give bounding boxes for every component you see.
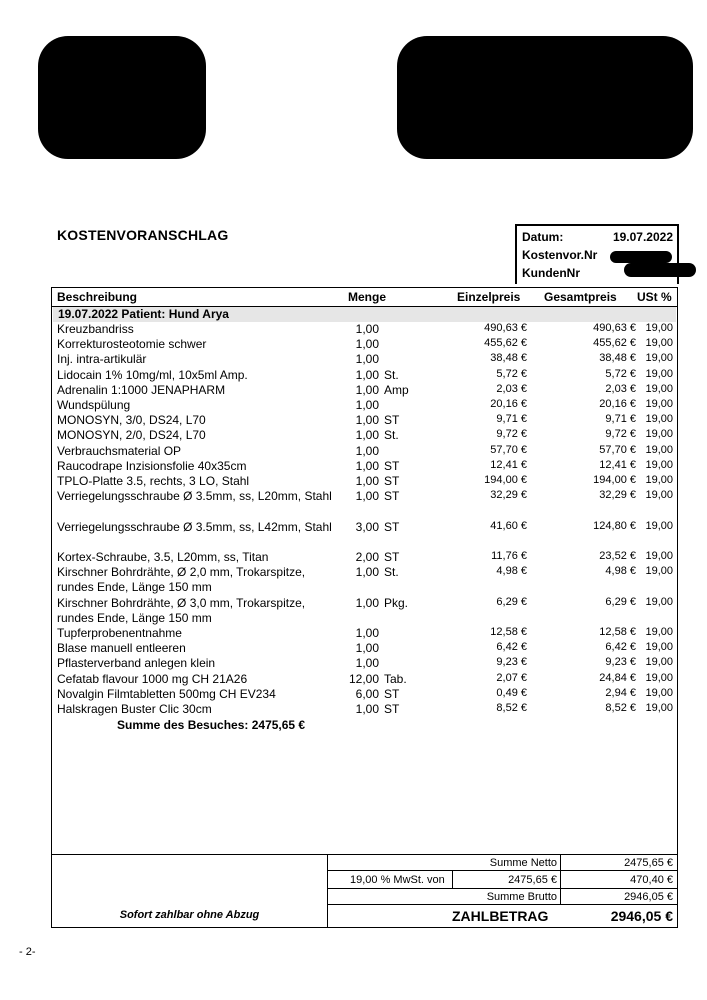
line-item-quantity: 1,00 xyxy=(355,595,379,610)
line-item-unit-price: 6,42 € xyxy=(496,641,527,654)
line-item-description: Kirschner Bohrdrähte, Ø 3,0 mm, Trokarspitze, rundes Ende, Länge 150 mm xyxy=(57,595,306,625)
redacted-customer-number xyxy=(624,263,696,277)
line-item-vat-rate: 19,00 xyxy=(645,413,673,426)
column-header-description: Beschreibung xyxy=(57,290,138,304)
line-item-vat-rate: 19,00 xyxy=(645,474,673,486)
line-item-unit-price: 12,41 € xyxy=(490,458,527,471)
line-item-quantity: 1,00 xyxy=(355,413,379,428)
date-label: Datum: xyxy=(522,230,564,244)
line-item-total-price: 23,52 € xyxy=(599,550,636,562)
redacted-estimate-number xyxy=(610,251,672,263)
line-item-description: Cefatab flavour 1000 mg CH 21A26 xyxy=(57,671,248,686)
amount-due-label: ZAHLBETRAG xyxy=(452,908,549,924)
line-item-vat-rate: 19,00 xyxy=(645,686,673,699)
column-header-total-price: Gesamtpreis xyxy=(544,290,617,304)
line-item-unit: ST xyxy=(384,550,400,564)
redacted-logo-left xyxy=(38,36,206,159)
line-item-total-price: 12,41 € xyxy=(599,458,636,471)
line-item-total-price: 20,16 € xyxy=(599,398,636,410)
line-item-unit: St. xyxy=(384,367,399,382)
line-item-vat-rate: 19,00 xyxy=(645,458,673,471)
line-item-description: TPLO-Platte 3.5, rechts, 3 LO, Stahl xyxy=(57,474,250,488)
line-item-unit-price: 9,71 € xyxy=(496,413,527,426)
vat-base-value: 2475,65 € xyxy=(508,874,557,886)
line-item-vat-rate: 19,00 xyxy=(645,641,673,654)
line-item-total-price: 6,29 € xyxy=(605,595,636,608)
line-item-vat-rate: 19,00 xyxy=(645,550,673,562)
column-header-quantity: Menge xyxy=(348,290,387,304)
line-item-quantity: 1,00 xyxy=(355,458,379,473)
line-item-total-price: 9,71 € xyxy=(605,413,636,426)
line-item-unit-price: 38,48 € xyxy=(490,352,527,365)
vat-label: 19,00 % MwSt. von xyxy=(350,874,445,886)
line-item-quantity: 1,00 xyxy=(355,322,379,336)
line-item-total-price: 24,84 € xyxy=(599,671,636,684)
line-item-total-price: 32,29 € xyxy=(599,489,636,502)
visit-sum: Summe des Besuches: 2475,65 € xyxy=(117,718,306,732)
line-item-unit-price: 12,58 € xyxy=(490,626,527,638)
page-number: - 2- xyxy=(19,946,36,958)
line-item-unit-price: 8,52 € xyxy=(496,702,527,714)
line-item-unit-price: 9,72 € xyxy=(496,428,527,441)
line-item-total-price: 490,63 € xyxy=(593,322,636,334)
line-item-description: Novalgin Filmtabletten 500mg CH EV234 xyxy=(57,686,276,701)
line-item-total-price: 4,98 € xyxy=(605,565,636,578)
line-item-description: Lidocain 1% 10mg/ml, 10x5ml Amp. xyxy=(57,367,248,382)
line-item-vat-rate: 19,00 xyxy=(645,398,673,410)
line-item-unit: Pkg. xyxy=(384,595,409,610)
line-item-quantity: 1,00 xyxy=(355,474,379,488)
line-item-description: Tupferprobenentnahme xyxy=(57,626,182,640)
line-item-unit-price: 9,23 € xyxy=(496,656,527,669)
line-item-unit-price: 41,60 € xyxy=(490,519,527,532)
line-item-vat-rate: 19,00 xyxy=(645,702,673,714)
line-item-unit-price: 20,16 € xyxy=(490,398,527,410)
line-item-total-price: 455,62 € xyxy=(593,337,636,350)
line-item-description: Verbrauchsmaterial OP xyxy=(57,443,182,458)
line-item-description: Raucodrape Inzisionsfolie 40x35cm xyxy=(57,458,247,473)
line-item-quantity: 1,00 xyxy=(355,702,379,716)
vat-value: 470,40 € xyxy=(630,874,673,886)
line-item-vat-rate: 19,00 xyxy=(645,656,673,669)
document-info-box xyxy=(515,224,679,284)
line-item-unit: St. xyxy=(384,428,399,443)
date-value: 19.07.2022 xyxy=(612,230,673,244)
line-item-description: Halskragen Buster Clic 30cm xyxy=(57,702,212,716)
totals-row-line xyxy=(327,870,677,871)
line-item-quantity: 1,00 xyxy=(355,398,379,412)
line-item-unit-price: 6,29 € xyxy=(496,595,527,608)
line-item-unit-price: 0,49 € xyxy=(496,686,527,699)
line-item-unit-price: 2,07 € xyxy=(496,671,527,684)
totals-divider xyxy=(52,854,677,855)
line-item-unit-price: 455,62 € xyxy=(484,337,527,350)
line-item-total-price: 5,72 € xyxy=(605,367,636,380)
line-item-description: Kreuzbandriss xyxy=(57,322,134,336)
line-item-vat-rate: 19,00 xyxy=(645,443,673,456)
line-item-quantity: 1,00 xyxy=(355,656,379,671)
line-item-total-price: 9,72 € xyxy=(605,428,636,441)
line-item-unit: ST xyxy=(384,519,400,534)
line-item-vat-rate: 19,00 xyxy=(645,367,673,380)
line-item-unit-price: 194,00 € xyxy=(484,474,527,486)
estimate-number-label: Kostenvor.Nr xyxy=(522,248,598,262)
line-item-total-price: 9,23 € xyxy=(605,656,636,669)
line-item-description: MONOSYN, 2/0, DS24, L70 xyxy=(57,428,206,443)
line-item-unit: St. xyxy=(384,565,399,580)
line-item-unit: ST xyxy=(384,413,400,428)
line-item-vat-rate: 19,00 xyxy=(645,428,673,441)
line-item-vat-rate: 19,00 xyxy=(645,671,673,684)
line-item-vat-rate: 19,00 xyxy=(645,489,673,502)
line-item-quantity: 1,00 xyxy=(355,428,379,443)
line-item-quantity: 1,00 xyxy=(355,367,379,382)
line-item-description: Blase manuell entleeren xyxy=(57,641,186,656)
totals-row-line xyxy=(327,888,677,889)
gross-total-label: Summe Brutto xyxy=(486,891,557,903)
patient-group-row xyxy=(53,307,676,322)
line-item-vat-rate: 19,00 xyxy=(645,322,673,334)
column-header-unit-price: Einzelpreis xyxy=(457,290,521,304)
line-item-total-price: 6,42 € xyxy=(605,641,636,654)
line-item-quantity: 1,00 xyxy=(355,337,379,352)
line-item-quantity: 1,00 xyxy=(355,489,379,504)
line-item-description: Inj. intra-artikulär xyxy=(57,352,147,367)
totals-column-divider xyxy=(327,854,328,927)
line-item-unit: ST xyxy=(384,474,400,488)
gross-total-value: 2946,05 € xyxy=(624,891,673,903)
line-item-vat-rate: 19,00 xyxy=(645,382,673,395)
document-title: KOSTENVORANSCHLAG xyxy=(57,227,229,243)
customer-number-label: KundenNr xyxy=(522,266,580,280)
line-item-description: Verriegelungsschraube Ø 3.5mm, ss, L20mm, Stahl xyxy=(57,489,332,504)
line-item-quantity: 1,00 xyxy=(355,352,379,367)
line-item-total-price: 12,58 € xyxy=(599,626,636,638)
line-item-total-price: 57,70 € xyxy=(599,443,636,456)
line-item-description: Kortex-Schraube, 3.5, L20mm, ss, Titan xyxy=(57,550,269,564)
redacted-address-right xyxy=(397,36,693,159)
line-item-unit-price: 5,72 € xyxy=(496,367,527,380)
line-item-unit-price: 57,70 € xyxy=(490,443,527,456)
line-item-vat-rate: 19,00 xyxy=(645,352,673,365)
line-item-unit-price: 11,76 € xyxy=(491,550,527,562)
line-item-quantity: 12,00 xyxy=(348,671,379,686)
line-item-quantity: 3,00 xyxy=(355,519,379,534)
line-item-description: MONOSYN, 3/0, DS24, L70 xyxy=(57,413,206,428)
line-item-total-price: 38,48 € xyxy=(599,352,636,365)
line-item-quantity: 1,00 xyxy=(355,443,379,458)
line-item-vat-rate: 19,00 xyxy=(645,626,673,638)
line-item-unit-price: 4,98 € xyxy=(496,565,527,578)
line-item-unit: ST xyxy=(384,489,400,504)
line-item-unit-price: 32,29 € xyxy=(490,489,527,502)
line-item-description: Verriegelungsschraube Ø 3.5mm, ss, L42mm, Stahl xyxy=(57,519,332,534)
line-item-total-price: 194,00 € xyxy=(593,474,636,486)
vat-cell-divider xyxy=(452,870,453,888)
net-total-label: Summe Netto xyxy=(489,857,557,869)
line-item-total-price: 2,03 € xyxy=(605,382,636,395)
patient-group-label: 19.07.2022 Patient: Hund Arya xyxy=(58,307,229,321)
line-item-vat-rate: 19,00 xyxy=(645,565,673,578)
line-items-table xyxy=(51,287,678,928)
line-item-description: Adrenalin 1:1000 JENAPHARM xyxy=(57,382,226,397)
line-item-unit: ST xyxy=(384,458,400,473)
line-item-unit: ST xyxy=(384,686,400,701)
line-item-total-price: 2,94 € xyxy=(605,686,636,699)
column-header-vat: USt % xyxy=(637,290,672,304)
line-item-quantity: 6,00 xyxy=(355,686,379,701)
line-item-description: Kirschner Bohrdrähte, Ø 2,0 mm, Trokarspitze, rundes Ende, Länge 150 mm xyxy=(57,565,306,595)
net-total-value: 2475,65 € xyxy=(624,857,673,869)
totals-value-divider xyxy=(560,854,561,904)
line-item-unit: Amp xyxy=(384,382,409,397)
line-item-quantity: 2,00 xyxy=(355,550,379,564)
line-item-quantity: 1,00 xyxy=(355,641,379,656)
line-item-quantity: 1,00 xyxy=(355,565,379,580)
payment-terms-note: Sofort zahlbar ohne Abzug xyxy=(119,909,260,921)
line-item-description: Korrekturosteotomie schwer xyxy=(57,337,207,352)
line-item-quantity: 1,00 xyxy=(355,626,379,640)
amount-due-value: 2946,05 € xyxy=(610,908,673,924)
line-item-total-price: 8,52 € xyxy=(605,702,636,714)
line-item-unit: Tab. xyxy=(384,671,407,686)
line-item-unit-price: 490,63 € xyxy=(484,322,527,334)
line-item-unit-price: 2,03 € xyxy=(496,382,527,395)
totals-row-line xyxy=(327,904,677,905)
line-item-vat-rate: 19,00 xyxy=(645,337,673,350)
line-item-total-price: 124,80 € xyxy=(593,519,636,532)
line-item-vat-rate: 19,00 xyxy=(645,519,673,532)
line-item-description: Wundspülung xyxy=(57,398,131,412)
line-item-vat-rate: 19,00 xyxy=(645,595,673,608)
line-item-unit: ST xyxy=(384,702,400,716)
line-item-quantity: 1,00 xyxy=(355,382,379,397)
line-item-description: Pflasterverband anlegen klein xyxy=(57,656,216,671)
